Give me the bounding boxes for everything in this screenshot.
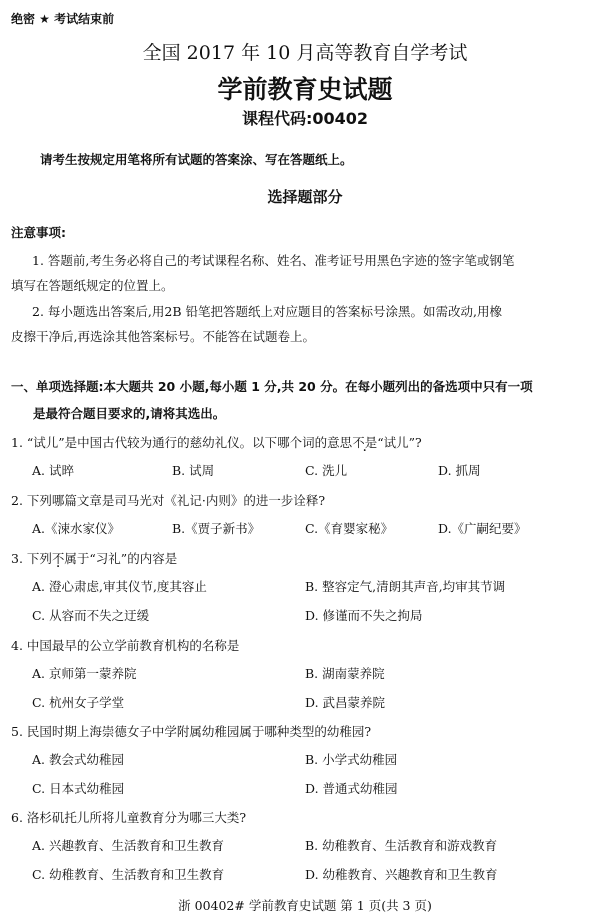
- question-2-option-c: C.《育婴家秘》: [305, 521, 394, 536]
- question-1-emphasis: 不是: [352, 435, 378, 450]
- question-4-option-b: B. 湖南蒙养院: [305, 666, 385, 681]
- section-heading-line-2: 是最符合题目要求的,请将其选出。: [33, 406, 226, 421]
- note-2-line-1: 2. 每小题选出答案后,用2B 铅笔把答题纸上对应题目的答案标号涂黑。如需改动,用橡: [32, 304, 502, 319]
- question-1-stem-post: “试儿”?: [377, 435, 422, 450]
- question-6-stem: 6. 洛杉矶托儿所将儿童教育分为哪三大类?: [11, 810, 247, 825]
- note-1-line-1: 1. 答题前,考生务必将自己的考试课程名称、姓名、准考证号用黑色字迹的签字笔或钢笔: [32, 253, 515, 268]
- question-2-stem: 2. 下列哪篇文章是司马光对《礼记·内则》的进一步诠释?: [11, 493, 326, 508]
- section-heading-line-1: 一、单项选择题:本大题共 20 小题,每小题 1 分,共 20 分。在每小题列出的备选项中只有一项: [11, 379, 533, 394]
- question-2-option-b: B.《贾子新书》: [172, 521, 261, 536]
- question-3-stem: [11, 549, 177, 567]
- question-6-option-d: D. 幼稚教育、兴趣教育和卫生教育: [305, 867, 498, 882]
- question-5-option-b: B. 小学式幼稚园: [305, 752, 398, 767]
- page-footer: 浙 00402# 学前教育史试题 第 1 页(共 3 页): [178, 898, 432, 913]
- question-4-stem: 4. 中国最早的公立学前教育机构的名称是: [11, 638, 240, 653]
- answer-instruction: 请考生按规定用笔将所有试题的答案涂、写在答题纸上。: [40, 152, 353, 167]
- note-2-line-2: 皮擦干净后,再选涂其他答案标号。不能答在试题卷上。: [11, 329, 315, 344]
- note-1-line-2: 填写在答题纸规定的位置上。: [11, 278, 174, 293]
- question-3-stem-pre: 3. 下列: [11, 551, 52, 566]
- question-1-option-b: B. 试周: [172, 463, 215, 478]
- part-title: 选择题部分: [267, 188, 343, 206]
- question-2-option-a: A.《涑水家仪》: [32, 521, 121, 536]
- question-4-option-d: D. 武昌蒙养院: [305, 695, 386, 710]
- question-1-stem: [11, 433, 422, 451]
- question-1-option-a: A. 试晬: [32, 463, 74, 478]
- subject-title: 学前教育史试题: [217, 75, 393, 104]
- question-1-option-c: C. 洗儿: [305, 463, 348, 478]
- question-3-option-a: A. 澄心肃虑,审其仪节,度其容止: [32, 579, 207, 594]
- exam-title: 全国 2017 年 10 月高等教育自学考试: [142, 42, 468, 64]
- question-6-option-b: B. 幼稚教育、生活教育和游戏教育: [305, 838, 498, 853]
- question-3-option-d: D. 修谨而不失之拘局: [305, 608, 423, 623]
- question-5-option-c: C. 日本式幼稚园: [32, 781, 125, 796]
- question-3-stem-post: 属于“习礼”的内容是: [64, 551, 178, 566]
- question-1-option-d: D. 抓周: [438, 463, 481, 478]
- confidential-label: 绝密 ★ 考试结束前: [11, 12, 115, 26]
- question-5-stem: 5. 民国时期上海崇德女子中学附属幼稚园属于哪种类型的幼稚园?: [11, 724, 372, 739]
- question-4-option-a: A. 京师第一蒙养院: [32, 666, 137, 681]
- question-1-stem-pre: 1. “试儿”是中国古代较为通行的慈幼礼仪。以下哪个词的意思: [11, 435, 353, 450]
- question-6-option-c: C. 幼稚教育、生活教育和卫生教育: [32, 867, 225, 882]
- question-2-option-d: D.《广嗣纪要》: [438, 521, 527, 536]
- notes-heading: 注意事项:: [11, 225, 66, 240]
- question-3-option-b: B. 整容定气,清朗其声音,均审其节调: [305, 579, 506, 594]
- question-3-option-c: C. 从容而不失之迂缓: [32, 608, 150, 623]
- question-5-option-d: D. 普通式幼稚园: [305, 781, 398, 796]
- course-code: 课程代码:00402: [241, 109, 369, 128]
- question-6-option-a: A. 兴趣教育、生活教育和卫生教育: [32, 838, 224, 853]
- question-5-option-a: A. 教会式幼稚园: [32, 752, 124, 767]
- question-3-emphasis: 不: [51, 551, 65, 566]
- question-4-option-c: C. 杭州女子学堂: [32, 695, 125, 710]
